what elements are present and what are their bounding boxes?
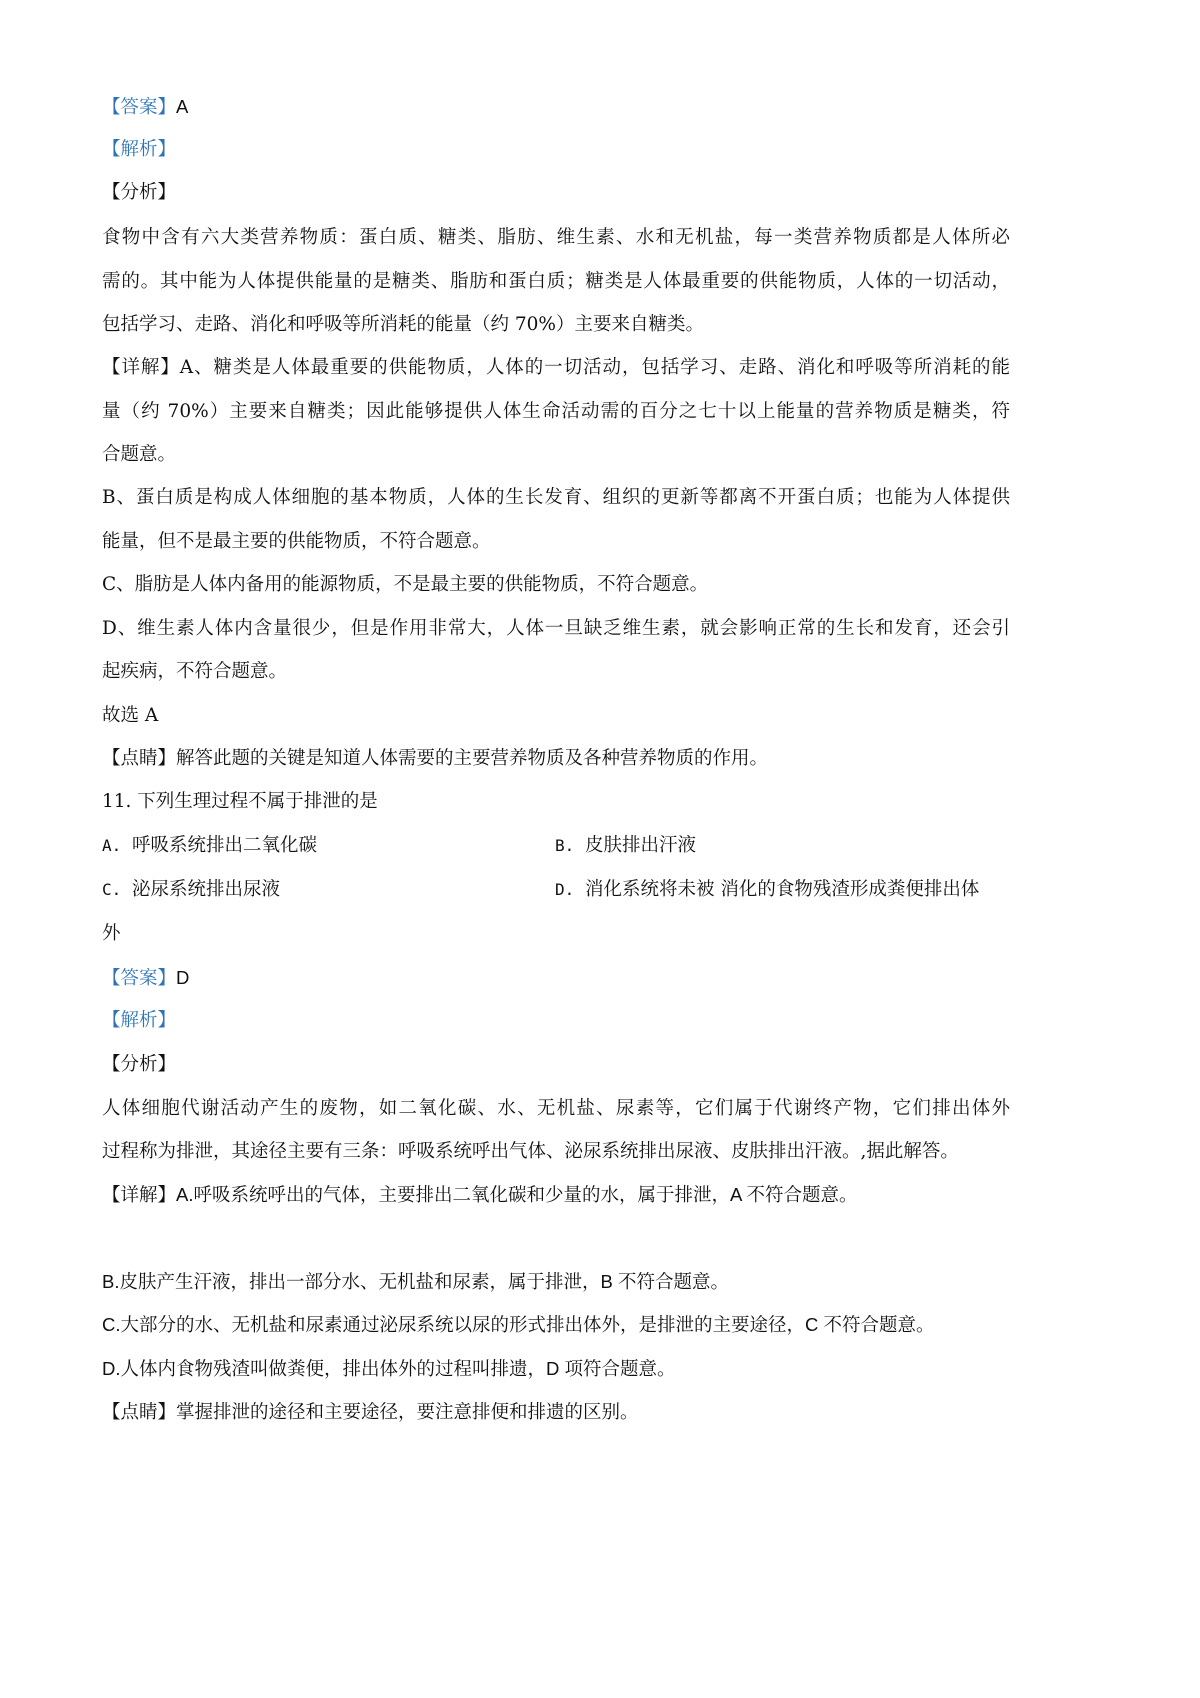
answer-line-2 — [102, 966, 1010, 991]
analysis-tag-2: 【解析】 — [102, 1010, 177, 1031]
fenxi2-line-1: 人体细胞代谢活动产生的废物，如二氧化碳、水、无机盐、尿素等，它们属于代谢终产物，它们排出体外 — [102, 1098, 1010, 1119]
option-c-text: 泌尿系统排出尿液 — [132, 879, 281, 900]
xiangjie-tag: 【详解】 — [102, 357, 180, 378]
fenxi-tag-2: 【分析】 — [102, 1054, 177, 1075]
option-d-letter: D. — [555, 880, 575, 899]
fenxi-line-3: 包括学习、走路、消化和呼吸等所消耗的能量（约 70%）主要来自糖类。 — [102, 314, 705, 335]
answer-line — [102, 95, 1010, 120]
xiangjie2-text: A.呼吸系统呼出的气体，主要排出二氧化碳和少量的水，属于排泄，A 不符合题意。 — [176, 1184, 858, 1205]
fenxi2-line-2: 过程称为排泄，其途径主要有三条：呼吸系统呼出气体、泌尿系统排出尿液、皮肤排出汗液。,据此解答。 — [102, 1141, 959, 1162]
option-d — [555, 878, 979, 902]
fenxi-tag: 【分析】 — [102, 182, 177, 203]
option-d-explain-1: D、维生素人体内含量很少，但是作用非常大，人体一旦缺乏维生素，就会影响正常的生长和发育，还会引 — [102, 618, 1010, 639]
option-c-explain-block2: C.大部分的水、无机盐和尿素通过泌尿系统以尿的形式排出体外，是排泄的主要途径，C 不符合题意。 — [102, 1314, 935, 1335]
option-c-explain: C、脂肪是人体内备用的能源物质，不是最主要的供能物质，不符合题意。 — [102, 574, 709, 595]
option-d-explain-2: 起疾病，不符合题意。 — [102, 661, 288, 682]
xiangjie-line-3: 合题意。 — [102, 444, 177, 465]
answer-tag: 【答案】 — [102, 97, 177, 118]
option-c — [102, 878, 280, 902]
dianjing-line — [102, 747, 1010, 771]
analysis-heading — [102, 138, 1010, 162]
option-b-letter: B. — [555, 836, 575, 855]
xiangjie-text-1: A、糖类是人体最重要的供能物质，人体的一切活动，包括学习、走路、消化和呼吸等所消耗的能 — [179, 357, 1010, 378]
option-b-explain-block2: B.皮肤产生汗液，排出一部分水、无机盐和尿素，属于排泄，B 不符合题意。 — [102, 1271, 729, 1292]
answer-value: A — [176, 96, 189, 117]
xiangjie-line-1 — [102, 356, 1010, 380]
option-d-wrap: 外 — [102, 923, 121, 944]
fenxi-heading-2 — [102, 1053, 1010, 1077]
choose-line: 故选 A — [102, 705, 159, 726]
dianjing-text-2: 掌握排泄的途径和主要途径，要注意排便和排遗的区别。 — [176, 1402, 639, 1423]
option-b-explain-1: B、蛋白质是构成人体细胞的基本物质，人体的生长发育、组织的更新等都离不开蛋白质；也能为人体提供 — [102, 487, 1010, 508]
fenxi-heading — [102, 181, 1010, 205]
option-b-explain-2: 能量，但不是最主要的供能物质，不符合题意。 — [102, 531, 491, 552]
xiangjie-line-2: 量（约 70%）主要来自糖类；因此能够提供人体生命活动需的百分之七十以上能量的营养物质是糖类，符 — [102, 401, 1010, 422]
dianjing-tag-2: 【点睛】 — [102, 1402, 177, 1423]
analysis-heading-2 — [102, 1009, 1010, 1033]
analysis-tag: 【解析】 — [102, 139, 177, 160]
option-d-explain-block2: D.人体内食物残渣叫做粪便，排出体外的过程叫排遗，D 项符合题意。 — [102, 1358, 676, 1379]
option-b-text: 皮肤排出汗液 — [585, 835, 697, 856]
option-b — [555, 834, 696, 858]
answer-tag-2: 【答案】 — [102, 968, 177, 989]
xiangjie2-line — [102, 1183, 1010, 1208]
question-stem: 11. 下列生理过程不属于排泄的是 — [102, 791, 378, 812]
option-a — [102, 834, 317, 858]
option-c-letter: C. — [102, 880, 122, 899]
xiangjie-tag-2: 【详解】 — [102, 1185, 177, 1206]
option-a-letter: A. — [102, 836, 122, 855]
fenxi-line-2: 需的。其中能为人体提供能量的是糖类、脂肪和蛋白质；糖类是人体最重要的供能物质，人体的一切活动， — [102, 271, 1010, 292]
dianjing-text: 解答此题的关键是知道人体需要的主要营养物质及各种营养物质的作用。 — [176, 748, 769, 769]
dianjing-tag: 【点睛】 — [102, 748, 177, 769]
dianjing-line-2 — [102, 1401, 1010, 1425]
answer-value-2: D — [176, 967, 190, 988]
option-d-text: 消化系统将未被 消化的食物残渣形成粪便排出体 — [585, 879, 980, 900]
option-a-text: 呼吸系统排出二氧化碳 — [132, 835, 318, 856]
fenxi-line-1: 食物中含有六大类营养物质：蛋白质、糖类、脂肪、维生素、水和无机盐，每一类营养物质都是人体所必 — [102, 227, 1010, 248]
